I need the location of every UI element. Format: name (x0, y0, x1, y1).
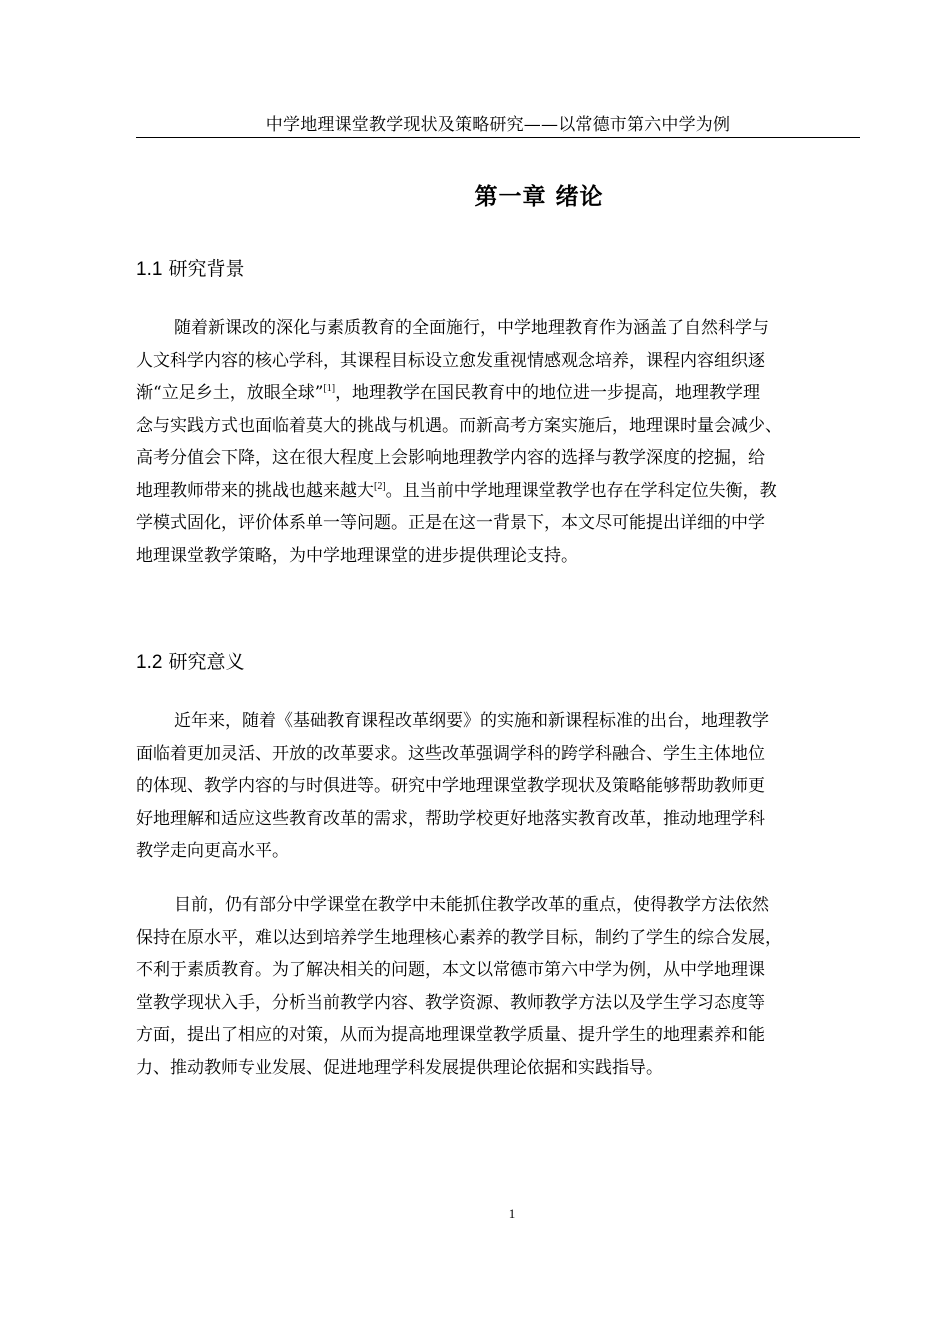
page-number: 1 (508, 1206, 516, 1221)
section-heading-1-2 (136, 648, 244, 677)
text-line: 教学走向更高水平。 (136, 841, 289, 861)
text-line: 目前，仍有部分中学课堂在教学中未能抓住教学改革的重点，使得教学方法依然 (174, 895, 769, 915)
text-line: 保持在原水平，难以达到培养学生地理核心素养的教学目标，制约了学生的综合发展， (136, 927, 782, 948)
text-line: 近年来，随着《基础教育课程改革纲要》的实施和新课程标准的出台，地理教学 (174, 711, 769, 731)
running-header: 中学地理课堂教学现状及策略研究——以常德市第六中学为例 (265, 115, 731, 135)
section-title: 研究背景 (168, 258, 245, 280)
section-number: 1.2 (136, 652, 163, 673)
text-line: 不利于素质教育。为了解决相关的问题，本文以常德市第六中学为例，从中学地理课 (136, 960, 765, 980)
text-line: 面临着更加灵活、开放的改革要求。这些改革强调学科的跨学科融合、学生主体地位 (136, 743, 765, 764)
section-number: 1.1 (136, 259, 163, 280)
text-line: 学模式固化，评价体系单一等问题。正是在这一背景下，本文尽可能提出详细的中学 (136, 513, 765, 533)
paragraph-significance-2 (136, 889, 860, 1084)
text-run: 。且当前中学地理课堂教学也存在学科定位失衡，教 (385, 480, 777, 501)
text-line (136, 377, 860, 410)
text-line: 随着新课改的深化与素质教育的全面施行，中学地理教育作为涵盖了自然科学与 (174, 318, 769, 338)
text-run: ，地理教学在国民教育中的地位进一步提高，地理教学理 (335, 383, 761, 403)
section-title: 研究意义 (168, 651, 245, 673)
header-rule (136, 137, 860, 138)
text-line: 方面，提出了相应的对策，从而为提高地理课堂教学质量、提升学生的地理素养和能 (136, 1025, 765, 1045)
text-line: 高考分值会下降，这在很大程度上会影响地理教学内容的选择与教学深度的挖掘，给 (136, 448, 765, 468)
text-line: 人文科学内容的核心学科，其课程目标设立愈发重视情感观念培养，课程内容组织逐 (136, 350, 765, 371)
text-line: 地理课堂教学策略，为中学地理课堂的进步提供理论支持。 (136, 545, 578, 566)
text-run: 地理教师带来的挑战也越来越大 (136, 480, 374, 501)
text-line: 念与实践方式也面临着莫大的挑战与机遇。而新高考方案实施后，地理课时量会减少、 (136, 415, 782, 436)
text-line: 力、推动教师专业发展、促进地理学科发展提供理论依据和实践指导。 (136, 1057, 663, 1078)
text-line (136, 475, 860, 508)
section-heading-1-1 (136, 255, 244, 284)
citation-1: [1] (323, 383, 336, 394)
chapter-title: 第一章 绪论 (474, 184, 604, 210)
text-run: 渐“立足乡土，放眼全球” (136, 383, 324, 403)
text-line: 好地理解和适应这些教育改革的需求，帮助学校更好地落实教育改革，推动地理学科 (136, 808, 765, 829)
paragraph-significance-1 (136, 705, 860, 868)
text-line: 的体现、教学内容的与时俱进等。研究中学地理课堂教学现状及策略能够帮助教师更 (136, 776, 765, 796)
paragraph-background (136, 312, 860, 572)
citation-2: [2] (374, 480, 386, 492)
text-line: 堂教学现状入手，分析当前教学内容、教学资源、教师教学方法以及学生学习态度等 (136, 992, 765, 1013)
